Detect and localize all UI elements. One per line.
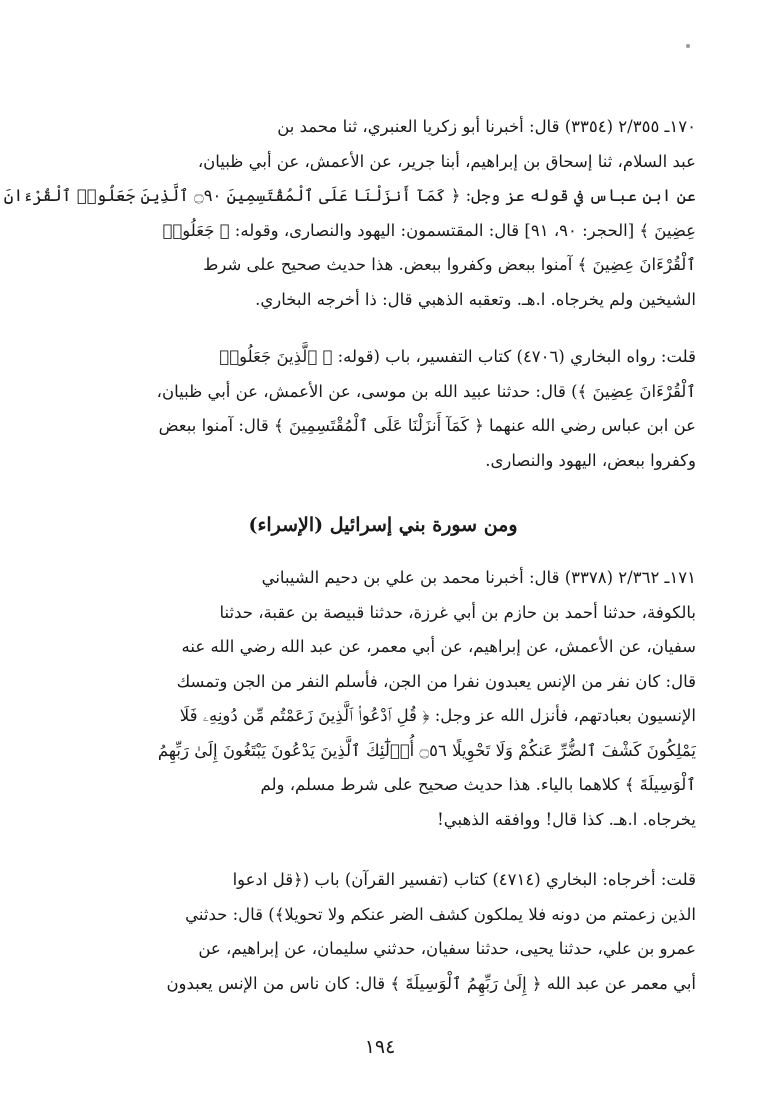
text-line: الشيخين ولم يخرجاه. ا.هـ. وتعقبه الذهبي قال: ذا أخرجه البخاري. [255, 289, 696, 309]
text-line: وكفروا ببعض، اليهود والنصارى. [485, 450, 696, 470]
text-line: عِضِينَ ﴾ [الحجر: ٩٠، ٩١] قال: المقتسمون: اليهود والنصارى، وقوله: ﴿ جَعَلُوا۟ [162, 220, 696, 240]
paragraph-hadith-171 [70, 561, 696, 837]
paragraph-hadith-170 [3, 110, 696, 317]
section-heading: ومن سورة بني إسرائيل (الإسراء) [248, 514, 518, 536]
text-line: سفيان، عن الأعمش، عن إبراهيم، عن أبي معمر، عن عبد الله رضي الله عنه [181, 637, 696, 656]
text-line: عن ابن عباس رضي الله عنهما ﴿ كَمَآ أَنزَلْنَا عَلَى ٱلْمُقْتَسِمِينَ ﴾ قال: آمنوا ببعض [158, 416, 696, 435]
text-line: ١٧٠ـ ٢/٣٥٥ (٣٣٥٤) قال: أخبرنا أبو زكريا العنبري، ثنا محمد بن [277, 117, 696, 136]
paragraph-commentary-171 [70, 863, 696, 1001]
text-line: عن ابن عباس في قوله عز وجل: ﴿ كَمَآ أَنزَلْنَا عَلَى ٱلْمُقْتَسِمِينَ ۝٩٠ ٱلَّذِينَ جَعَلُوا۟ ٱلْقُرْءَانَ [3, 186, 696, 205]
paragraph-commentary-170 [70, 340, 696, 478]
text-line: عمرو بن علي، حدثنا يحيى، حدثنا سفيان، حدثني سليمان، عن إبراهيم، عن [198, 939, 696, 958]
text-line: يخرجاه. ا.هـ. كذا قال! ووافقه الذهبي! [437, 809, 696, 829]
text-line: الذين زعمتم من دونه فلا يملكون كشف الضر عنكم ولا تحويلا﴾) قال: حدثني [185, 904, 696, 924]
text-line: قال: كان نفر من الإنس يعبدون نفرا من الجن، فأسلم النفر من الجن وتمسك [176, 671, 696, 691]
text-line: يَمْلِكُونَ كَشْفَ ٱلضُّرِّ عَنكُمْ وَلَا تَحْوِيلًا ۝٥٦ أُو۟لَٰٓئِكَ ٱلَّذِينَ يَدْعُونَ يَبْتَغُونَ إِلَىٰ رَبِّهِمُ [157, 740, 696, 760]
text-line: أبي معمر عن عبد الله ﴿ إِلَىٰ رَبِّهِمُ ٱلْوَسِيلَةَ ﴾ قال: كان ناس من الإنس يعبدون [166, 973, 696, 993]
text-line: قلت: أخرجاه: البخاري (٤٧١٤) كتاب (تفسير القرآن) باب (﴿قل ادعوا [232, 870, 696, 889]
text-line: قلت: رواه البخاري (٤٧٠٦) كتاب التفسير، باب (قوله: ﴿ ٱلَّذِينَ جَعَلُوا۟ [219, 347, 696, 366]
text-line: الإنسيون بعبادتهم، فأنزل الله عز وجل: ﴿ قُلِ ٱدْعُوا۟ ٱلَّذِينَ زَعَمْتُم مِّن دُونِهِۦ فَلَا [179, 706, 696, 725]
text-line: عبد السلام، ثنا إسحاق بن إبراهيم، أبنا جرير، عن الأعمش، عن أبي ظبيان، [197, 151, 696, 171]
text-line: ٱلْقُرْءَانَ عِضِينَ ﴾ آمنوا ببعض وكفروا ببعض. هذا حديث صحيح على شرط [203, 255, 696, 274]
page-number: ١٩٤ [364, 1036, 396, 1058]
text-line: ٱلْقُرْءَانَ عِضِينَ ﴾) قال: حدثنا عبيد الله بن موسى، عن الأعمش، عن أبي ظبيان، [156, 381, 696, 401]
text-line: بالكوفة، حدثنا أحمد بن حازم بن أبي غرزة، حدثنا قبيصة بن عقبة، حدثنا [219, 602, 696, 622]
text-line: ٱلْوَسِيلَةَ ﴾ كلاهما بالياء. هذا حديث صحيح على شرط مسلم، ولم [260, 775, 696, 794]
text-line: ١٧١ـ ٢/٣٦٢ (٣٣٧٨) قال: أخبرنا محمد بن علي بن دحيم الشيباني [261, 568, 696, 587]
scan-speck [686, 44, 690, 48]
